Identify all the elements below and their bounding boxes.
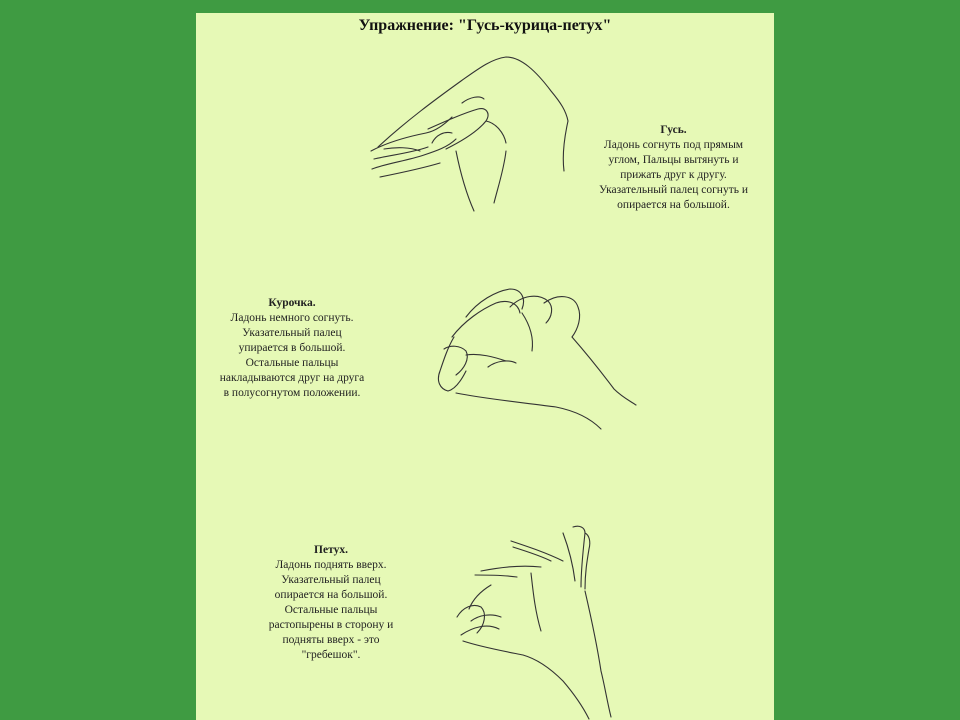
exercise-sheet [196,13,774,720]
hen-line: накладываются друг на друга [219,372,365,384]
rooster-hand-drawing [451,521,651,720]
rooster-heading: Петух. [314,544,348,556]
goose-hand-drawing [366,51,576,221]
rooster-line: "гребешок". [301,649,361,661]
hen-line: Указательный палец [242,327,342,339]
rooster-line: растопырены в сторону и [268,619,394,631]
rooster-line: подняты вверх - это [282,634,380,646]
rooster-line: Остальные пальцы [284,604,378,616]
goose-line: прижать друг к другу. [620,169,727,181]
hen-line: Остальные пальцы [245,357,339,369]
goose-caption [566,123,781,213]
hen-line: Ладонь немного согнуть. [230,312,354,324]
rooster-caption [236,543,426,663]
goose-line: Ладонь согнуть под прямым [603,139,744,151]
goose-heading: Гусь. [660,124,687,136]
goose-line: опирается на большой. [617,199,730,211]
hen-heading: Курочка. [268,297,316,309]
hen-caption [196,296,388,401]
page-title: Упражнение: "Гусь-курица-петух" [358,17,612,34]
rooster-line: Ладонь поднять вверх. [275,559,387,571]
hen-line: упирается в большой. [238,342,346,354]
goose-line: углом, Пальцы вытянуть и [608,154,739,166]
rooster-line: опирается на большой. [274,589,388,601]
hen-line: в полусогнутом положении. [223,387,361,399]
rooster-line: Указательный палец [281,574,381,586]
hen-hand-drawing [426,281,641,431]
goose-line: Указательный палец согнуть и [598,184,749,196]
